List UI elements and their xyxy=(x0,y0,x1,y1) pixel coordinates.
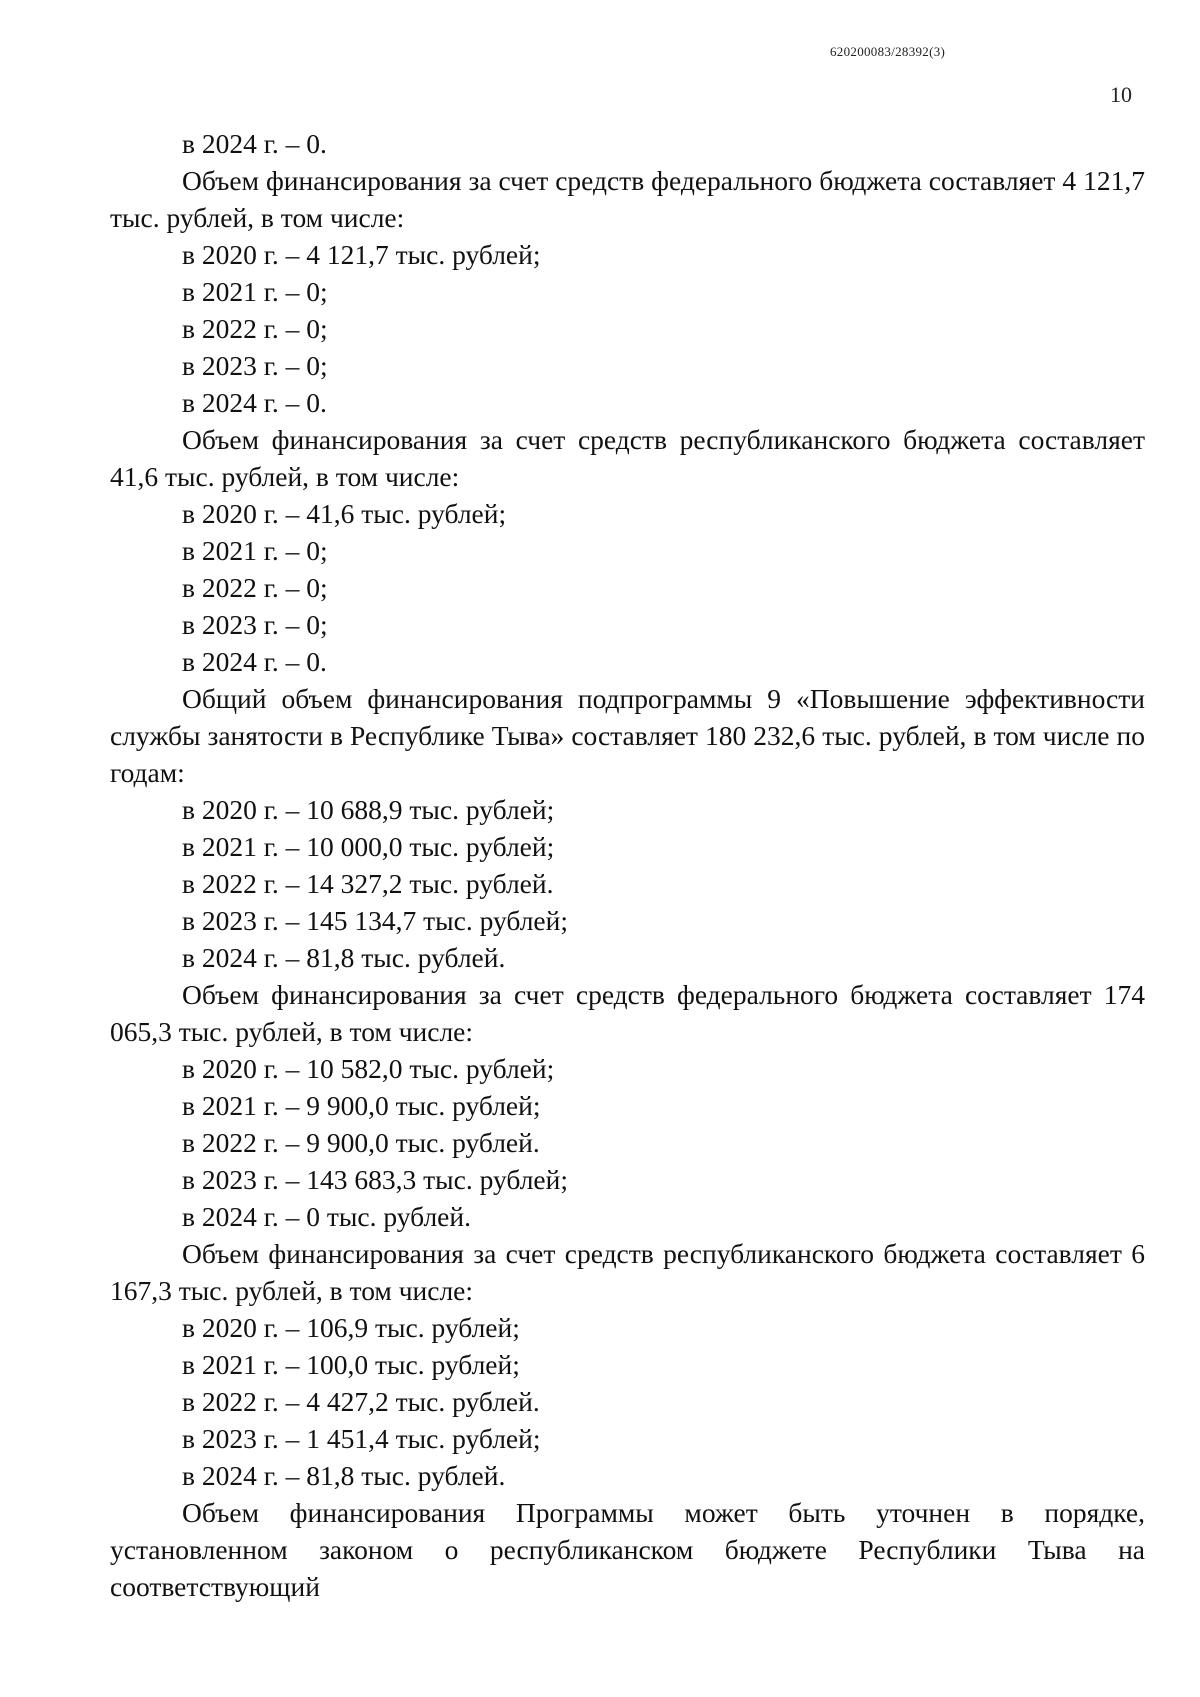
year-line: в 2021 г. – 100,0 тыс. рублей; xyxy=(182,1349,520,1380)
year-line: в 2021 г. – 0; xyxy=(182,276,328,307)
year-line: в 2023 г. – 143 683,3 тыс. рублей; xyxy=(182,1164,568,1195)
year-line: в 2024 г. – 81,8 тыс. рублей. xyxy=(182,942,506,973)
document-body xyxy=(110,125,1145,1605)
page-number: 10 xyxy=(1110,82,1132,107)
document-code: 620200083/28392(3) xyxy=(830,44,946,59)
paragraph: Общий объем финансирования подпрограммы 9 «Повышение эффективности службы занятости в Республике Тыва» составляет 180 232,6 тыс. рублей, в том числе по годам: xyxy=(110,683,1145,788)
year-line: в 2022 г. – 9 900,0 тыс. рублей. xyxy=(182,1127,540,1158)
paragraph: Объем финансирования Программы может быть уточнен в порядке, установленном законом о республиканском бюджете Республики Тыва на соответствующий xyxy=(110,1497,1145,1602)
paragraph: Объем финансирования за счет средств федерального бюджета составляет 4 121,7 тыс. рублей, в том числе: xyxy=(110,165,1145,233)
year-line: в 2020 г. – 10 688,9 тыс. рублей; xyxy=(182,794,555,825)
year-line: в 2021 г. – 0; xyxy=(182,535,328,566)
year-line: в 2020 г. – 41,6 тыс. рублей; xyxy=(182,498,507,529)
year-line: в 2020 г. – 4 121,7 тыс. рублей; xyxy=(182,239,541,270)
paragraph: Объем финансирования за счет средств федерального бюджета составляет 174 065,3 тыс. рублей, в том числе: xyxy=(110,979,1145,1047)
year-line: в 2024 г. – 81,8 тыс. рублей. xyxy=(182,1460,506,1491)
year-line: в 2023 г. – 0; xyxy=(182,350,328,381)
year-line: в 2020 г. – 10 582,0 тыс. рублей; xyxy=(182,1053,555,1084)
year-line: в 2022 г. – 0; xyxy=(182,313,328,344)
year-line: в 2024 г. – 0. xyxy=(182,646,327,677)
year-line: в 2022 г. – 14 327,2 тыс. рублей. xyxy=(182,868,554,899)
year-line: в 2024 г. – 0. xyxy=(182,387,327,418)
year-line: в 2021 г. – 10 000,0 тыс. рублей; xyxy=(182,831,555,862)
year-line: в 2020 г. – 106,9 тыс. рублей; xyxy=(182,1312,520,1343)
year-line: в 2022 г. – 4 427,2 тыс. рублей. xyxy=(182,1386,540,1417)
year-line: в 2022 г. – 0; xyxy=(182,572,328,603)
year-line: в 2024 г. – 0 тыс. рублей. xyxy=(182,1201,471,1232)
paragraph: Объем финансирования за счет средств республиканского бюджета составляет 41,6 тыс. рублей, в том числе: xyxy=(110,424,1145,492)
year-line: в 2023 г. – 1 451,4 тыс. рублей; xyxy=(182,1423,541,1454)
year-line: в 2021 г. – 9 900,0 тыс. рублей; xyxy=(182,1090,541,1121)
year-line: в 2024 г. – 0. xyxy=(182,128,327,159)
year-line: в 2023 г. – 0; xyxy=(182,609,328,640)
year-line: в 2023 г. – 145 134,7 тыс. рублей; xyxy=(182,905,568,936)
paragraph: Объем финансирования за счет средств республиканского бюджета составляет 6 167,3 тыс. рублей, в том числе: xyxy=(110,1238,1145,1306)
